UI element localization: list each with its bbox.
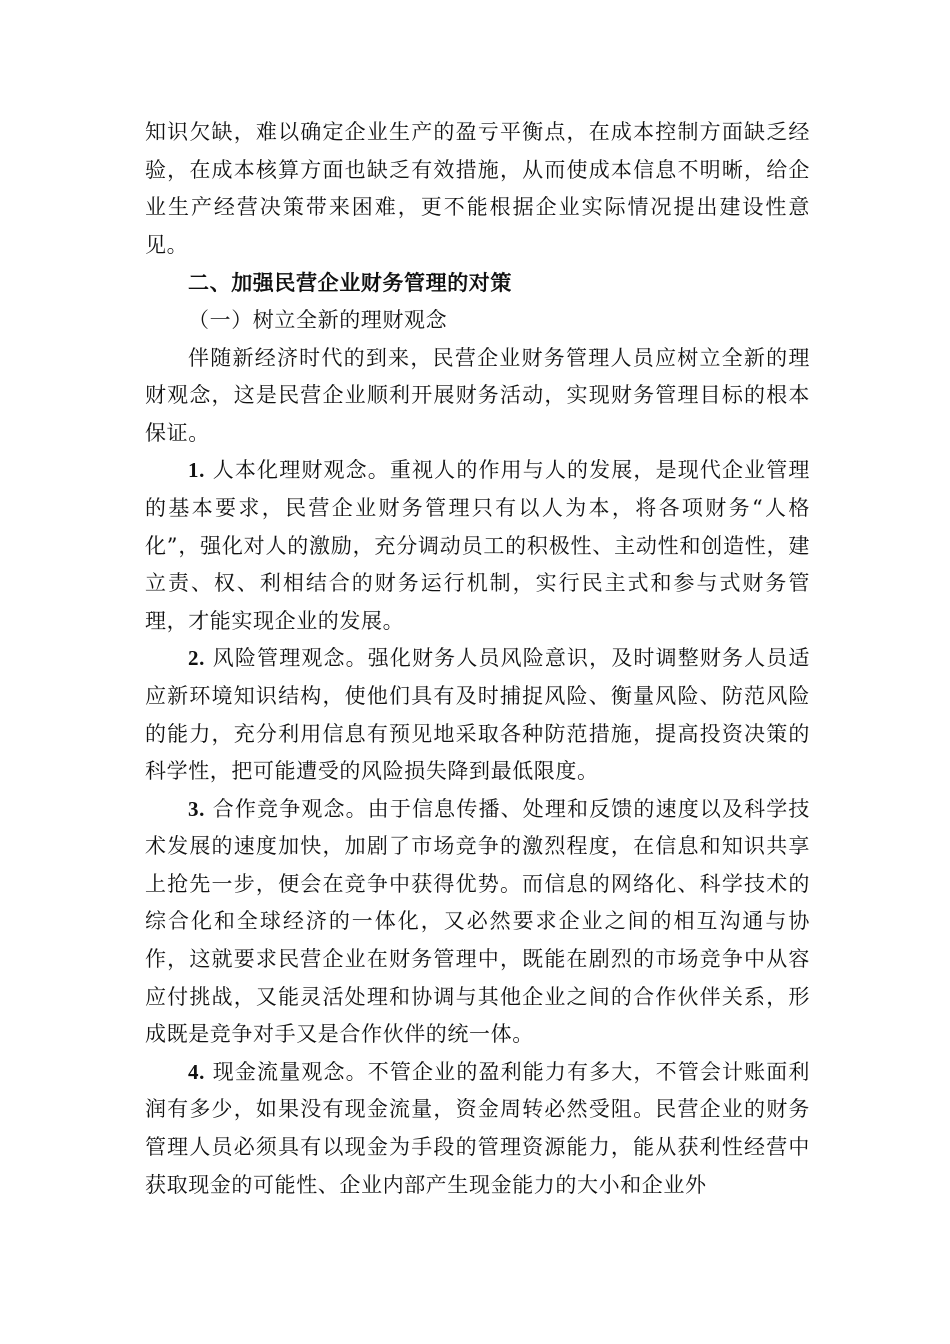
list-item-3-text: 合作竞争观念。由于信息传播、处理和反馈的速度以及科学技术发展的速度加快，加剧了市场竞争的激烈程度，在信息和知识共享上抢先一步，便会在竞争中获得优势。而信息的网络化、科学技术的综合化和全球经济的一体化，又必然要求企业之间的相互沟通与协作，这就要求民营企业在财务管理中，既能在剧烈的市场竞争中从容应付挑战，又能灵活处理和协调与其他企业之间的合作伙伴关系，形成既是竞争对手又是合作伙伴的统一体。 <box>145 796 811 1047</box>
paragraph-continuation: 知识欠缺，难以确定企业生产的盈亏平衡点，在成本控制方面缺乏经验，在成本核算方面也缺乏有效措施，从而使成本信息不明晰，给企业生产经营决策带来困难，更不能根据企业实际情况提出建设性意见。 <box>145 120 810 257</box>
subsection-heading: （一）树立全新的理财观念 <box>188 307 448 332</box>
list-item-4-text: 现金流量观念。不管企业的盈利能力有多大，不管会计账面利润有多少，如果没有现金流量，资金周转必然受阻。民营企业的财务管理人员必须具有以现金为手段的管理资源能力，能从获利性经营中获取现金的可能性、企业内部产生现金能力的大小和企业外 <box>145 1059 811 1197</box>
list-item-1-text: 人本化理财观念。重视人的作用与人的发展，是现代企业管理的基本要求，民营企业财务管理只有以人为本，将各项财务“人格化”，强化对人的激励，充分调动员工的积极性、主动性和创造性，建立责、权、利相结合的财务运行机制，实行民主式和参与式财务管理，才能实现企业的发展。 <box>145 458 811 633</box>
list-item-3 <box>145 791 810 1054</box>
list-item-4 <box>145 1054 810 1204</box>
list-item-2 <box>145 640 810 790</box>
list-item-3-number: 3. <box>188 796 205 821</box>
list-item-1 <box>145 452 810 640</box>
paragraph-intro: 伴随新经济时代的到来，民营企业财务管理人员应树立全新的理财观念，这是民营企业顺利开展财务活动，实现财务管理目标的根本保证。 <box>145 345 810 445</box>
list-item-1-number: 1. <box>188 458 205 483</box>
list-item-2-text: 风险管理观念。强化财务人员风险意识，及时调整财务人员适应新环境知识结构，使他们具有及时捕捉风险、衡量风险、防范风险的能力，充分利用信息有预见地采取各种防范措施，提高投资决策的科学性，把可能遭受的风险损失降到最低限度。 <box>145 646 811 784</box>
document-body <box>145 114 810 1204</box>
list-item-4-number: 4. <box>188 1059 205 1084</box>
list-item-2-number: 2. <box>188 646 205 671</box>
section-heading: 二、加强民营企业财务管理的对策 <box>188 270 512 296</box>
